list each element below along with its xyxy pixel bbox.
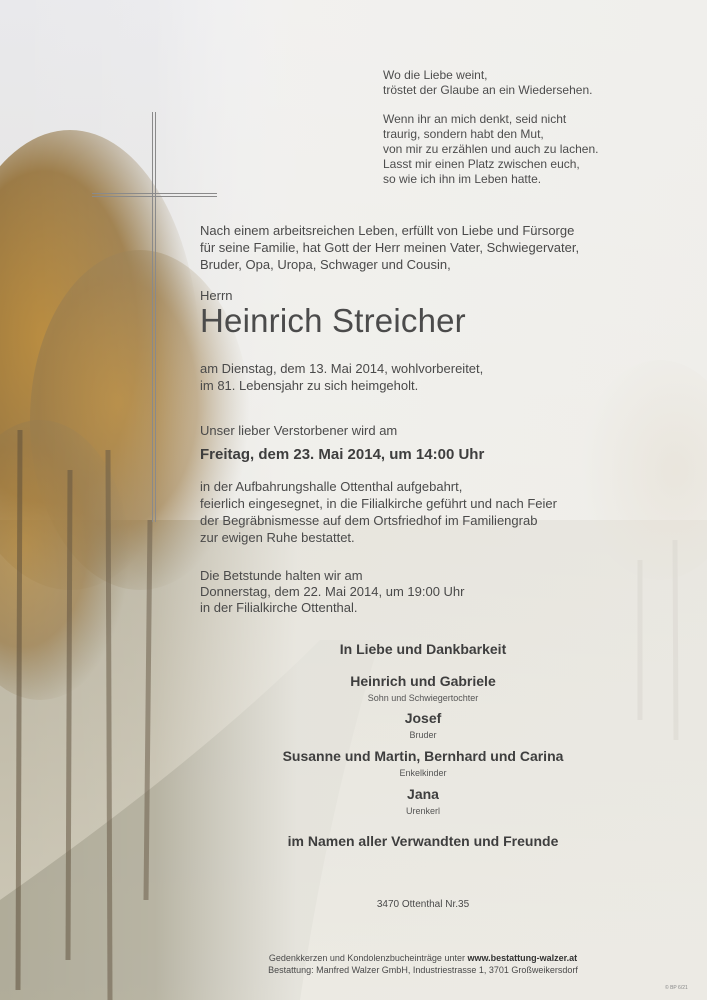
address: 3470 Ottenthal Nr.35 bbox=[376, 899, 470, 910]
funeral-intro: Unser lieber Verstorbener wird am bbox=[200, 423, 398, 438]
death-line: im 81. Lebensjahr zu sich heimgeholt. bbox=[200, 378, 419, 393]
funeral-detail-line: zur ewigen Ruhe bestattet. bbox=[200, 530, 355, 545]
funeral-details bbox=[200, 478, 557, 546]
website-link[interactable]: www.bestattung-walzer.at bbox=[467, 953, 578, 963]
funeral-date: Freitag, dem 23. Mai 2014, um 14:00 Uhr bbox=[200, 446, 485, 463]
mourners-closing: im Namen aller Verwandten und Freunde bbox=[287, 833, 559, 849]
funeral-detail-line: in der Aufbahrungshalle Ottenthal aufgebahrt, bbox=[200, 479, 463, 494]
footer-company: Bestattung: Manfred Walzer GmbH, Industriestrasse 1, 3701 Großweikersdorf bbox=[268, 965, 578, 975]
funeral-detail-line: feierlich eingesegnet, in die Filialkirche geführt und nach Feier bbox=[200, 496, 557, 511]
quote-line: von mir zu erzählen und auch zu lachen. bbox=[383, 142, 599, 156]
mourner-relation: Enkelkinder bbox=[399, 768, 447, 778]
quote-line: tröstet der Glaube an ein Wiedersehen. bbox=[383, 83, 593, 97]
mourner-relation: Urenkerl bbox=[405, 806, 440, 816]
prayer-line: Donnerstag, dem 22. Mai 2014, um 19:00 Uhr bbox=[200, 584, 465, 599]
mourner-relation: Bruder bbox=[409, 730, 437, 740]
quote-line: so wie ich ihn im Leben hatte. bbox=[383, 172, 542, 186]
print-mark: © BP 6/21 bbox=[665, 985, 688, 991]
intro-line: Nach einem arbeitsreichen Leben, erfüllt von Liebe und Fürsorge bbox=[200, 223, 575, 238]
quote-line: traurig, sondern habt den Mut, bbox=[383, 127, 544, 141]
mourner-name: Heinrich und Gabriele bbox=[350, 673, 496, 689]
mourner-name: Susanne und Martin, Bernhard und Carina bbox=[282, 748, 564, 764]
prayer-line: Die Betstunde halten wir am bbox=[200, 568, 363, 583]
prayer-line: in der Filialkirche Ottenthal. bbox=[200, 600, 358, 615]
salutation: Herrn bbox=[200, 288, 233, 303]
death-line: am Dienstag, dem 13. Mai 2014, wohlvorbereitet, bbox=[200, 361, 484, 376]
funeral-detail-line: der Begräbnismesse auf dem Ortsfriedhof im Familiengrab bbox=[200, 513, 538, 528]
prayer-hour bbox=[200, 568, 464, 616]
deceased-name: Heinrich Streicher bbox=[200, 302, 466, 339]
intro-line: für seine Familie, hat Gott der Herr meinen Vater, Schwiegervater, bbox=[200, 240, 580, 255]
mourner-relation: Sohn und Schwiegertochter bbox=[367, 693, 479, 703]
mourner-name: Jana bbox=[407, 786, 439, 802]
intro-line: Bruder, Opa, Uropa, Schwager und Cousin, bbox=[200, 257, 451, 272]
footer bbox=[200, 952, 646, 976]
quote-line: Wo die Liebe weint, bbox=[383, 68, 488, 82]
footer-text: Gedenkkerzen und Kondolenzbucheinträge unter bbox=[268, 953, 465, 963]
mourners-heading: In Liebe und Dankbarkeit bbox=[339, 641, 507, 657]
memorial-quote bbox=[383, 68, 598, 187]
intro-text bbox=[200, 222, 620, 273]
quote-line: Lasst mir einen Platz zwischen euch, bbox=[383, 157, 580, 171]
mourner-name: Josef bbox=[404, 710, 442, 726]
death-notice bbox=[200, 360, 483, 394]
quote-line: Wenn ihr an mich denkt, seid nicht bbox=[383, 112, 567, 126]
